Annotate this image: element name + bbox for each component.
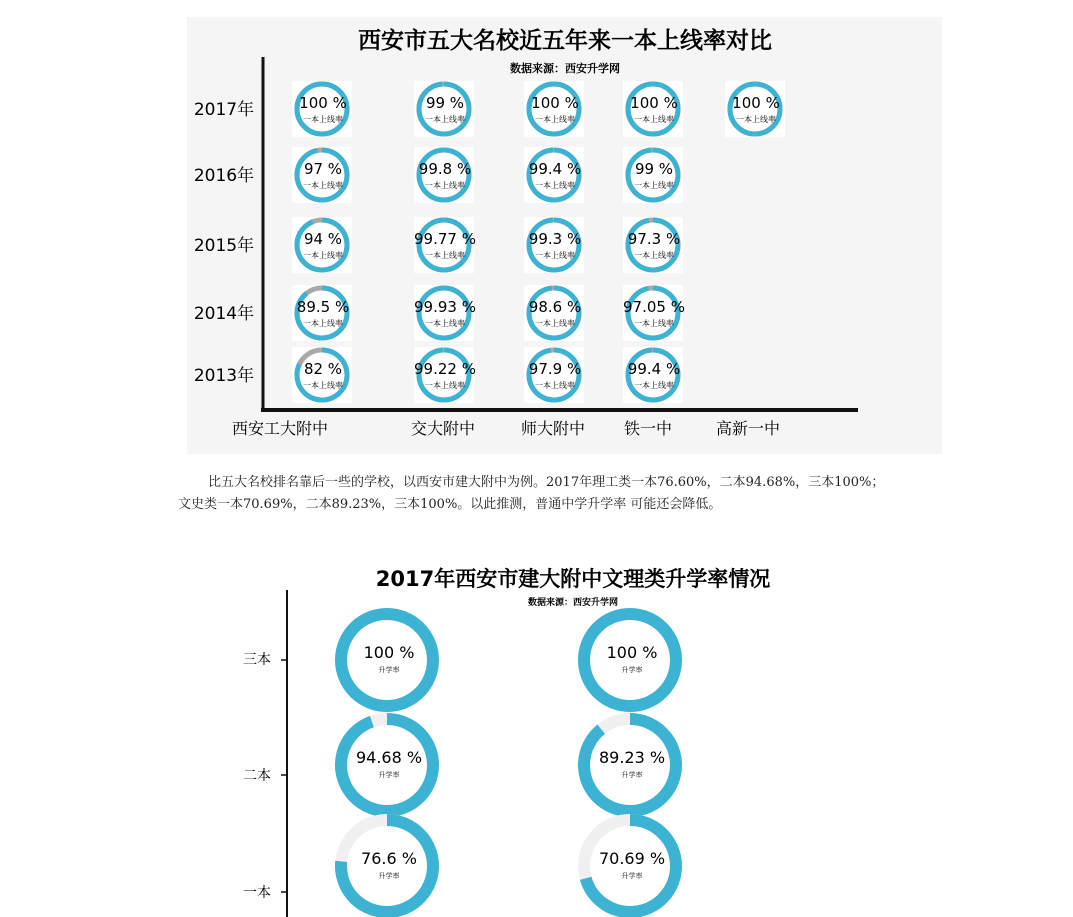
donut-mark: [414, 285, 476, 341]
donut-mark: [524, 81, 584, 137]
donut-mark: [292, 81, 352, 137]
ring-caption: 一本上线率: [535, 319, 575, 328]
donut-mark: [341, 820, 433, 912]
donut-mark: [414, 217, 476, 273]
chart-title: 2017年西安市建大附中文理类升学率情况: [375, 567, 771, 591]
y-tick-label: 2013年: [193, 366, 255, 386]
ring-caption: 一本上线率: [303, 381, 343, 390]
paragraph-line-2: 文史类一本70.69%，二本89.23%，三本100%。以此推测，普通中学升学率 可能还会降低。: [178, 497, 722, 512]
donut-mark: [623, 347, 683, 403]
ring-caption: 一本上线率: [303, 115, 343, 124]
ring-caption: 一本上线率: [425, 115, 465, 124]
data-label: 97.05 %: [623, 298, 685, 316]
data-label: 99.93 %: [414, 298, 476, 316]
data-label: 100 %: [630, 94, 678, 112]
ring-caption: 一本上线率: [303, 251, 343, 260]
data-label: 76.6 %: [361, 849, 417, 868]
ring-caption: 一本上线率: [634, 381, 674, 390]
data-label: 94 %: [303, 230, 343, 248]
donut-mark: [292, 217, 352, 273]
data-label: 99.4 %: [528, 160, 582, 178]
paragraph-line-1: 比五大名校排名靠后一些的学校，以西安市建大附中为例。2017年理工类一本76.60%，二本94.68%，三本100%；: [208, 475, 885, 490]
ring-caption: 升学率: [378, 771, 400, 779]
data-label: 89.23 %: [598, 748, 666, 767]
x-tick-label: 西安工大附中: [231, 419, 329, 438]
ring-caption: 一本上线率: [425, 181, 465, 190]
donut-mark: [584, 719, 676, 811]
ring-caption: 升学率: [621, 666, 643, 674]
donut-mark: [292, 147, 352, 203]
y-tick-label: 三本: [243, 652, 271, 668]
donut-mark: [584, 820, 676, 912]
ring-caption: 一本上线率: [303, 181, 343, 190]
donut-mark: [341, 614, 433, 706]
donut-mark: [341, 719, 433, 811]
admission-rate-chart: [220, 560, 840, 917]
data-label: 99.22 %: [414, 360, 476, 378]
chart-subtitle: 数据来源：西安升学网: [527, 598, 619, 608]
ring-caption: 一本上线率: [535, 115, 575, 124]
donut-mark: [414, 147, 474, 203]
data-label: 89.5 %: [296, 298, 350, 316]
donut-mark: [623, 217, 683, 273]
ring-caption: 升学率: [378, 872, 400, 880]
donut-mark: [414, 347, 476, 403]
data-label: 100 %: [606, 643, 658, 662]
ring-caption: 一本上线率: [535, 381, 575, 390]
ring-caption: 一本上线率: [634, 251, 674, 260]
data-label: 99.4 %: [627, 360, 681, 378]
donut-mark: [725, 81, 785, 137]
x-tick-label: 铁一中: [623, 419, 673, 438]
data-label: 99.77 %: [414, 230, 476, 248]
description-paragraph: [178, 472, 968, 516]
donut-mark: [524, 347, 584, 403]
data-label: 97.9 %: [528, 360, 582, 378]
ring-caption: 一本上线率: [535, 181, 575, 190]
y-tick-label: 2015年: [193, 236, 255, 256]
data-label: 82 %: [303, 360, 343, 378]
school-comparison-chart: [187, 17, 942, 454]
donut-mark: [414, 81, 474, 137]
chart-subtitle: 数据来源：西安升学网: [510, 62, 620, 75]
data-label: 99 %: [634, 160, 674, 178]
ring-caption: 升学率: [378, 666, 400, 674]
ring-caption: 一本上线率: [425, 251, 465, 260]
data-label: 100 %: [299, 94, 347, 112]
ring-caption: 升学率: [621, 872, 643, 880]
chart-title: 西安市五大名校近五年来一本上线率对比: [358, 28, 772, 54]
x-tick-label: 高新一中: [715, 419, 781, 438]
ring-caption: 一本上线率: [425, 319, 465, 328]
data-label: 100 %: [363, 643, 415, 662]
data-label: 98.6 %: [528, 298, 582, 316]
y-tick-label: 一本: [243, 885, 271, 901]
donut-mark: [623, 285, 685, 341]
donut-mark: [623, 147, 683, 203]
donut-mark: [524, 285, 584, 341]
ring-caption: 一本上线率: [634, 319, 674, 328]
data-label: 99 %: [425, 94, 465, 112]
ring-caption: 升学率: [621, 771, 643, 779]
data-label: 100 %: [531, 94, 579, 112]
donut-mark: [292, 347, 352, 403]
ring-caption: 一本上线率: [425, 381, 465, 390]
donut-mark: [524, 217, 584, 273]
donut-mark: [292, 285, 352, 341]
y-tick-label: 2014年: [193, 304, 255, 324]
data-label: 97.3 %: [627, 230, 681, 248]
data-label: 70.69 %: [598, 849, 666, 868]
ring-caption: 一本上线率: [634, 181, 674, 190]
donut-mark: [623, 81, 683, 137]
donut-mark: [524, 147, 584, 203]
data-label: 99.3 %: [528, 230, 582, 248]
ring-caption: 一本上线率: [634, 115, 674, 124]
data-label: 99.8 %: [418, 160, 472, 178]
data-label: 100 %: [732, 94, 780, 112]
y-tick-label: 2016年: [193, 166, 255, 186]
donut-mark: [584, 614, 676, 706]
data-label: 94.68 %: [355, 748, 423, 767]
y-tick-label: 二本: [243, 768, 271, 784]
x-tick-label: 交大附中: [410, 419, 476, 438]
data-label: 97 %: [303, 160, 343, 178]
x-tick-label: 师大附中: [520, 419, 586, 438]
ring-caption: 一本上线率: [736, 115, 776, 124]
ring-caption: 一本上线率: [535, 251, 575, 260]
y-tick-label: 2017年: [193, 100, 255, 120]
ring-caption: 一本上线率: [303, 319, 343, 328]
